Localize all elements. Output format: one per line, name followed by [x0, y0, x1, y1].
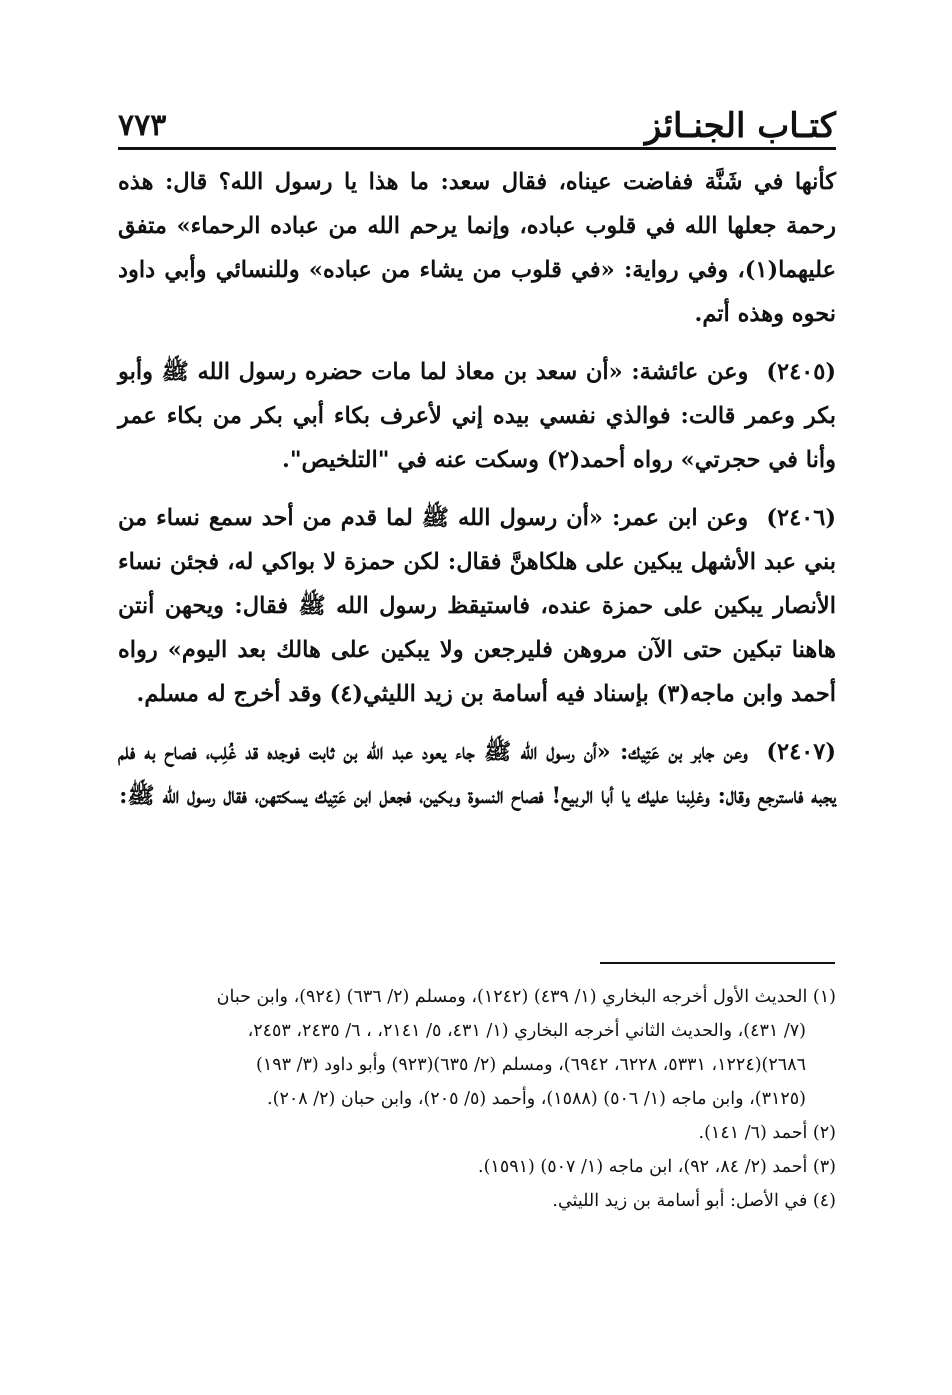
header-rule	[118, 147, 836, 150]
footnote-line: (٢) أحمد (٦/ ١٤١).	[698, 1123, 836, 1143]
hadith-2405	[118, 350, 836, 482]
paragraph-text: وعن عائشة: «أن سعد بن معاذ لما مات حضره رسول الله ﷺ وأبو بكر وعمر قالت: فوالذي نفسي بيده إني لأعرف بكاء أبي بكر من بكاء عمر وأنا في حجرتي» رواه أحمد(٢) وسكت عنه في "التلخيص".	[118, 359, 836, 473]
footnote-line: (٣) أحمد (٢/ ٨٤، ٩٢)، ابن ماجه (١/ ٥٠٧) (١٥٩١).	[478, 1157, 836, 1177]
footnote-separator	[600, 962, 835, 964]
paragraph-text: وعن ابن عمر: «أن رسول الله ﷺ لما قدم من أحد سمع نساء من بني عبد الأشهل يبكين على هلكاهنَّ فقال: لكن حمزة لا بواكي له، فجئن نساء الأنصار يبكين على حمزة عنده، فاستيقظ رسول الله ﷺ فقال: ويحهن أنتن هاهنا تبكين حتى الآن مروهن فليرجعن ولا يبكين على هالك بعد اليوم» رواه أحمد وابن ماجه(٣) بإسناد فيه أسامة بن زيد الليثي(٤) وقد أخرج له مسلم.	[118, 505, 836, 707]
hadith-2406	[118, 496, 836, 716]
paragraph-continuation	[118, 160, 836, 336]
footnote-line: (٤) في الأصل: أبو أسامة بن زيد الليثي.	[552, 1191, 836, 1211]
footnotes	[118, 980, 836, 1218]
hadith-number: (٢٤٠٧)	[766, 739, 837, 765]
page-number: ٧٧٣	[118, 108, 167, 143]
hadith-number: (٢٤٠٥)	[766, 359, 836, 385]
page-header	[118, 102, 836, 146]
chapter-title: كتـاب الجنـائز	[644, 106, 836, 146]
hadith-number: (٢٤٠٦)	[766, 505, 836, 531]
footnote-line: (٧/ ٤٣١)، والحديث الثاني أخرجه البخاري (١/ ٤٣١، ٥/ ٢١٤١، ، ٦/ ٢٤٣٥، ٢٤٥٣،	[247, 1021, 806, 1041]
footnote-line: (٣١٢٥)، وابن ماجه (١/ ٥٠٦) (١٥٨٨)، وأحمد (٥/ ٢٠٥)، وابن حبان (٢/ ٢٠٨).	[267, 1089, 806, 1109]
paragraph-text: وعن جابر بن عَتِيك: «أن رسول الله ﷺ جاء يعود عبد الله بن ثابت فوجده قد غُلِب، فصاح به فلم يجبه فاسترجع وقال: وغلِبنا عليك يا أبا الربيع! فصاح النسوة وبكين، فجعل ابن عَتِيك يسكتهن، فقال رسول الله ﷺ:	[118, 739, 836, 809]
paragraph-text: كأنها في شَنَّة ففاضت عيناه، فقال سعد: ما هذا يا رسول الله؟ قال: هذه رحمة جعلها الله في قلوب عباده، وإنما يرحم الله من عباده الرحماء» متفق عليهما(١)، وفي رواية: «في قلوب من يشاء من عباده» وللنسائي وأبي داود نحوه وهذه أتم.	[118, 169, 836, 327]
main-text	[118, 160, 836, 832]
footnote-line: ٢٦٨٦)(١٢٢٤، ٥٣٣١، ٦٢٢٨، ٦٩٤٢)، ومسلم (٢/ ٦٣٥)(٩٢٣) وأبو داود (٣/ ١٩٣)	[256, 1055, 806, 1075]
footnote-line: (١) الحديث الأول أخرجه البخاري (١/ ٤٣٩) (١٢٤٢)، ومسلم (٢/ ٦٣٦) (٩٢٤)، وابن حبان	[216, 987, 836, 1007]
hadith-2407	[118, 730, 836, 818]
